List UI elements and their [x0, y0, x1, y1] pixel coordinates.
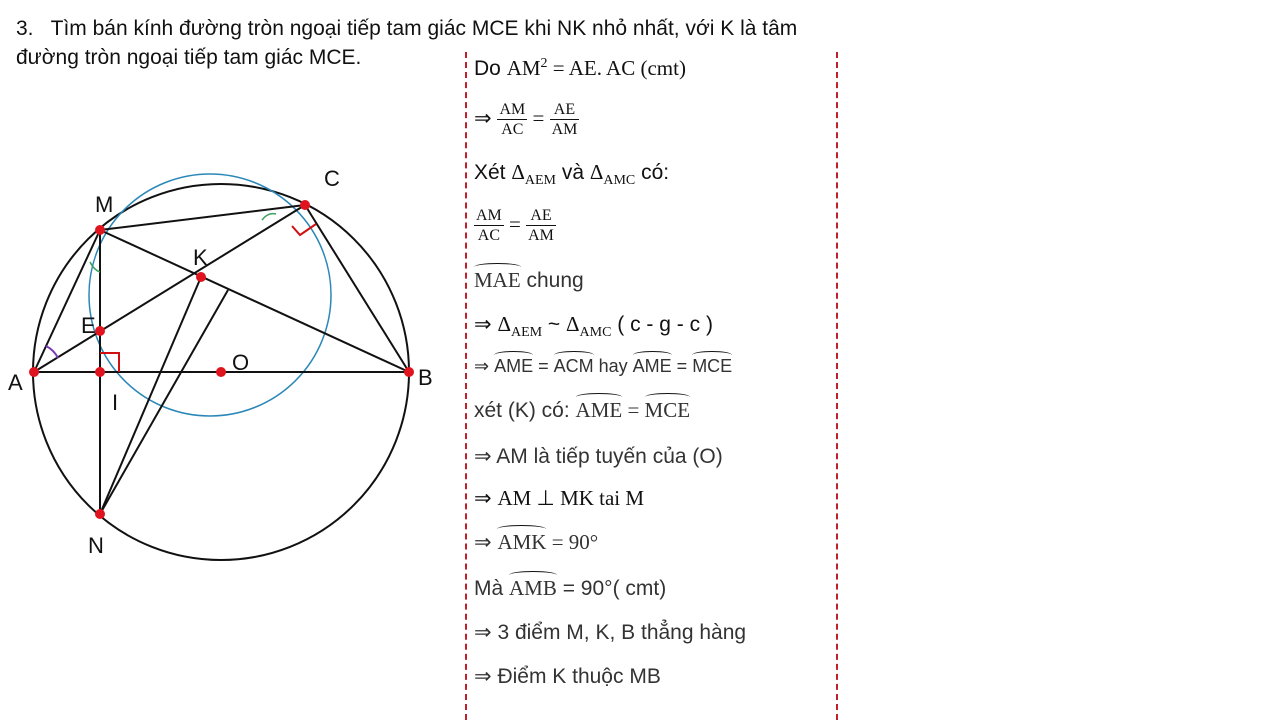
segment-n-ac: [100, 290, 228, 514]
label-a: A: [8, 370, 23, 395]
segment-cb: [305, 205, 409, 372]
segment-ac: [34, 205, 305, 372]
label-b: B: [418, 365, 433, 390]
point-c: [300, 200, 310, 210]
point-a: [29, 367, 39, 377]
problem-number: 3.: [16, 17, 34, 40]
problem-line-2: đường tròn ngoại tiếp tam giác MCE.: [16, 46, 362, 69]
label-c: C: [324, 166, 340, 191]
label-m: M: [95, 192, 114, 217]
point-o: [216, 367, 226, 377]
divider-right: [836, 52, 838, 720]
step-2: ⇒ $\frac{AM}{AC}$ = $\frac{AE}{AM}$: [474, 101, 578, 138]
step-11: ⇒ AMK = 90°: [474, 530, 599, 554]
segment-mc: [100, 205, 305, 230]
problem-line-1: [16, 14, 836, 43]
segment-mb: [100, 230, 409, 372]
point-i: [95, 367, 105, 377]
problem-statement: [16, 14, 836, 72]
point-b: [404, 367, 414, 377]
geometry-figure: [0, 150, 460, 720]
angle-mark-c: [262, 214, 276, 220]
point-k: [196, 272, 206, 282]
step-4: $\frac{AM}{AC}$ = $\frac{AE}{AM}$: [476, 207, 554, 244]
step-7: ⇒ AME = ACM hay AME = MCE: [474, 356, 733, 376]
step-13: ⇒ 3 điểm M, K, B thẳng hàng: [474, 621, 747, 644]
angle-mark-a: [46, 346, 58, 358]
point-n: [95, 509, 105, 519]
step-5: MAE chung: [474, 268, 584, 292]
divider-left: [465, 52, 467, 720]
point-e: [95, 326, 105, 336]
point-m: [95, 225, 105, 235]
fraction-am-ac-2: $\frac{AM}{AC}$: [476, 207, 502, 244]
step-14: ⇒ Điểm K thuộc MB: [474, 665, 661, 688]
step-10: ⇒ AM ⊥ MK tai M: [474, 486, 645, 510]
label-e: E: [81, 313, 96, 338]
step-3: Xét $\Delta_{AEM}$ và $\Delta_{AMC}$ có:: [474, 160, 670, 189]
fraction-am-ac: $\frac{AM}{AC}$: [499, 101, 526, 138]
fraction-ae-am-2: $\frac{AE}{AM}$: [528, 207, 554, 244]
step-6: ⇒ $\Delta_{AEM}$ ~ $\Delta_{AMC}$ ( c - g - c ): [474, 312, 713, 341]
problem-text-1: Tìm bán kính đường tròn ngoại tiếp tam giác MCE khi NK nhỏ nhất, với K là tâm: [50, 17, 798, 40]
step-8: xét (K) có: AME = MCE: [474, 398, 691, 422]
label-n: N: [88, 533, 104, 558]
fraction-ae-am: $\frac{AE}{AM}$: [551, 101, 578, 138]
step-9: ⇒ AM là tiếp tuyến của (O): [474, 445, 723, 468]
label-o: O: [232, 350, 250, 375]
step-12: Mà AMB = 90°( cmt): [474, 576, 667, 600]
label-i: I: [112, 390, 119, 415]
label-k: K: [193, 245, 208, 270]
step-1: Do $AM^2$ = AE. AC (cmt): [474, 56, 686, 80]
